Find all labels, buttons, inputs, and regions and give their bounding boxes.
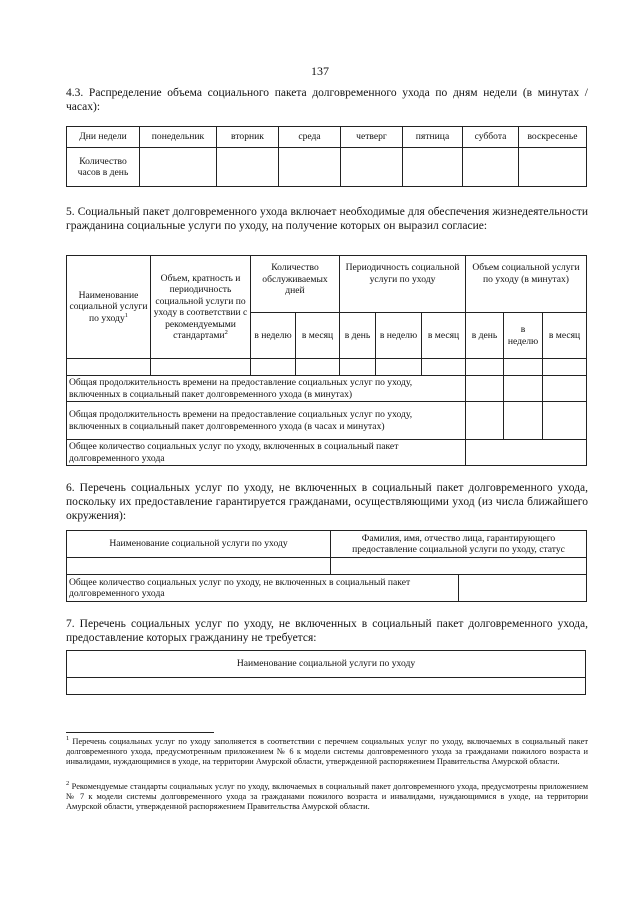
not-required-table <box>66 650 586 695</box>
hours-cell[interactable] <box>140 148 217 187</box>
services-table <box>66 255 587 466</box>
day-saturday: суббота <box>463 127 519 148</box>
total-count-cell[interactable] <box>466 440 587 466</box>
day-monday: понедельник <box>140 127 217 148</box>
day-thursday: четверг <box>341 127 403 148</box>
total-minutes-cell[interactable] <box>543 376 587 402</box>
total-minutes-label: Общая продолжительность времени на предоставление социальных услуг по уходу, включенных в социальный пакет долговременного ухода (в минутах) <box>67 376 466 402</box>
col-guarantor: Фамилия, имя, отчество лица, гарантирующего предоставление социальной услуги по уходу, статус <box>331 531 587 558</box>
hours-per-day-label: Количество часов в день <box>67 148 140 187</box>
section-7-heading: 7. Перечень социальных услуг по уходу, не включенных в социальный пакет долговременного ухода, предоставление которых гражданину не требуется: <box>66 618 588 644</box>
service-cell[interactable] <box>296 359 340 376</box>
hours-cell[interactable] <box>403 148 463 187</box>
section-5-heading: 5. Социальный пакет долговременного ухода включает необходимые для обеспечения жизнедеятельности гражданина социальные услуги по уходу, на получение которых он выразил согласие: <box>66 206 588 232</box>
not-required-cell[interactable] <box>67 678 586 695</box>
sub-month: в месяц <box>296 313 340 359</box>
guaranteed-cell[interactable] <box>67 558 331 575</box>
weekday-table <box>66 126 587 187</box>
day-tuesday: вторник <box>217 127 279 148</box>
col-service-days: Количество обслуживаемых дней <box>251 256 340 313</box>
total-hours-cell[interactable] <box>543 402 587 440</box>
sub-day: в день <box>340 313 376 359</box>
guaranteed-cell[interactable] <box>331 558 587 575</box>
total-hours-label: Общая продолжительность времени на предоставление социальных услуг по уходу, включенных в социальный пакет долговременного ухода (в часах и минутах) <box>67 402 466 440</box>
sub-month: в месяц <box>543 313 587 359</box>
service-cell[interactable] <box>466 359 504 376</box>
service-cell[interactable] <box>504 359 543 376</box>
hours-cell[interactable] <box>341 148 403 187</box>
sub-week: в неделю <box>504 313 543 359</box>
footnote-2: $^2$ Рекомендуемые стандарты социальных услуг по уходу, включаемых в социальный пакет долговременного ухода, предусмотрены приложением № 7 к модели системы долговременного ухода за гражданами пожилого возраста и инвалидами, нуждающимися в уходе, на территории Амурской области, утвержденной распоряжением Правительства Амурской области. <box>66 780 589 812</box>
col-service-name: Наименование социальной услуги по уходу$^1$ <box>67 256 151 359</box>
service-cell[interactable] <box>376 359 422 376</box>
total-count-label: Общее количество социальных услуг по уходу, включенных в социальный пакет долговременного ухода <box>67 440 466 466</box>
sub-month: в месяц <box>422 313 466 359</box>
col-periodicity: Периодичность социальной услуги по уходу <box>340 256 466 313</box>
footnote-1: $^1$ Перечень социальных услуг по уходу заполняется в соответствии с перечнем социальных услуг по уходу, включаемых в социальный пакет долговременного ухода, предусмотренным приложением № 6 к модели системы долговременного ухода за гражданами пожилого возраста и инвалидами, нуждающимися в уходе, на территории Амурской области, утвержденной распоряжением Правительства Амурской области. <box>66 735 588 767</box>
guaranteed-total-label: Общее количество социальных услуг по уходу, не включенных в социальный пакет долговременного ухода <box>67 575 459 602</box>
col-not-required-name: Наименование социальной услуги по уходу <box>67 651 586 678</box>
total-minutes-cell[interactable] <box>504 376 543 402</box>
service-cell[interactable] <box>543 359 587 376</box>
guaranteed-total-cell[interactable] <box>459 575 587 602</box>
footnote-divider <box>66 732 214 733</box>
total-hours-cell[interactable] <box>466 402 504 440</box>
col-volume: Объем, кратность и периодичность социальной услуги по уходу в соответствии с рекомендуемыми стандартами$^2$ <box>151 256 251 359</box>
section-4-3-heading: 4.3. Распределение объема социального пакета долговременного ухода по дням недели (в минутах /часах): <box>66 87 588 113</box>
col-minutes: Объем социальной услуги по уходу (в минутах) <box>466 256 587 313</box>
day-wednesday: среда <box>279 127 341 148</box>
day-friday: пятница <box>403 127 463 148</box>
hours-cell[interactable] <box>279 148 341 187</box>
col-guaranteed-name: Наименование социальной услуги по уходу <box>67 531 331 558</box>
section-6-heading: 6. Перечень социальных услуг по уходу, не включенных в социальный пакет долговременного ухода, поскольку их предоставление гарантируется гражданами, осуществляющими уход (из числа ближайшего окружения): <box>66 482 588 522</box>
guaranteed-services-table <box>66 530 587 602</box>
total-hours-cell[interactable] <box>504 402 543 440</box>
sub-day: в день <box>466 313 504 359</box>
hours-cell[interactable] <box>463 148 519 187</box>
hours-cell[interactable] <box>519 148 587 187</box>
service-cell[interactable] <box>67 359 151 376</box>
service-cell[interactable] <box>422 359 466 376</box>
day-sunday: воскресенье <box>519 127 587 148</box>
hours-cell[interactable] <box>217 148 279 187</box>
sub-week: в неделю <box>251 313 296 359</box>
service-cell[interactable] <box>340 359 376 376</box>
weekday-row-header: Дни недели <box>67 127 140 148</box>
sub-week: в неделю <box>376 313 422 359</box>
service-cell[interactable] <box>151 359 251 376</box>
total-minutes-cell[interactable] <box>466 376 504 402</box>
service-cell[interactable] <box>251 359 296 376</box>
page-number: 137 <box>311 64 329 78</box>
